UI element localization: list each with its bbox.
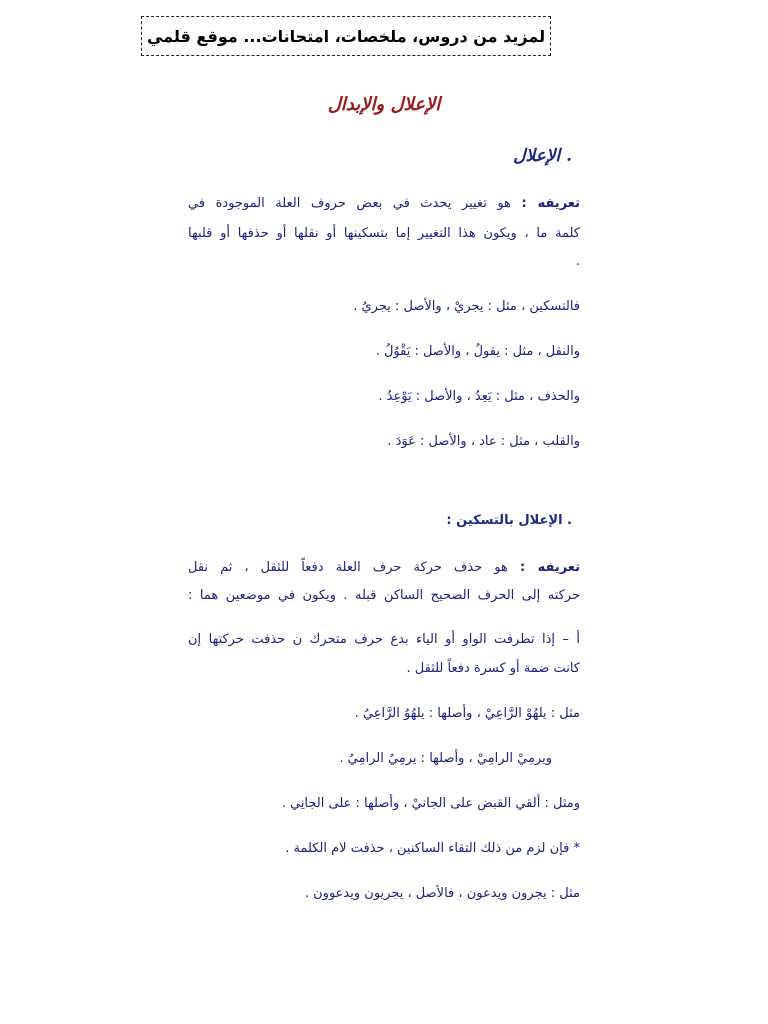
definition-2-line-2: حركته إلى الحرف الصحيح الساكن قبله . ويكون في موضعين هما : <box>188 588 580 603</box>
example-yajroon: مثل : يجرون ويدعون ، فالأصل ، يجريون ويدعوون . <box>304 886 580 901</box>
example-yalhu: مثل : يلهُوْ الرَّاعِيْ ، وأصلها : يلهُوُ الرَّاعِيُ . <box>354 706 580 721</box>
definition-text: هو حذف حركة حرف العلة دفعاً للثقل ، ثم نقل <box>188 560 508 575</box>
definition-1-line-3: . <box>575 254 580 269</box>
example-naql: والنقل ، مثل : يقولُ ، والأصل : يَقْوُلُ . <box>375 344 580 359</box>
page-title: الإعلال والإبدال <box>327 94 441 115</box>
rule-a-line-1: أ – إذا تطرفت الواو أو الياء بدع حرف متحرك ن حذفت حركتها إن <box>188 632 580 647</box>
definition-1-line-1 <box>188 196 580 211</box>
definition-label: تعريفه : <box>521 196 580 211</box>
example-yarmi: ويرمِيْ الرامِيْ ، وأصلها : يرمِيُ الرامِيُ . <box>339 751 552 766</box>
note-saakinain: * فإن لزم من ذلك التقاء الساكنين ، حذفت لام الكلمة . <box>285 841 580 856</box>
definition-2-line-1 <box>188 560 580 575</box>
rule-a-line-2: كانت ضمة أو كسرة دفعاً للثقل . <box>406 661 580 676</box>
example-qalb: والقلب ، مثل : عاد ، والأصل : عَوَدَ . <box>387 434 580 449</box>
example-taskeen: فالتسكين ، مثل : يجريْ ، والأصل : يجريُ . <box>353 299 580 314</box>
promo-banner[interactable] <box>141 16 551 56</box>
example-alqi: ومثل : ألقي القبض على الجانيْ ، وأصلها : على الجانِي . <box>281 796 580 811</box>
example-hadhf: والحذف ، مثل : يَعِدُ ، والأصل : يَوْعِدُ . <box>378 389 580 404</box>
definition-label: تعريفه : <box>519 560 581 575</box>
section-heading-taskeen: . الإعلال بالتسكين : <box>446 513 572 528</box>
banner-text: لمزيد من دروس، ملخصات، امتحانات... موقع قلمي <box>146 26 546 46</box>
section-heading-ilal: . الإعلال <box>513 146 572 166</box>
definition-1-line-2: كلمة ما ، ويكون هذا التغيير إما بتسكينها أو نقلها أو حذفها أو قلبها <box>188 226 580 241</box>
definition-text: هو تغيير يحدث في بعض حروف العلة الموجودة في <box>188 196 511 211</box>
